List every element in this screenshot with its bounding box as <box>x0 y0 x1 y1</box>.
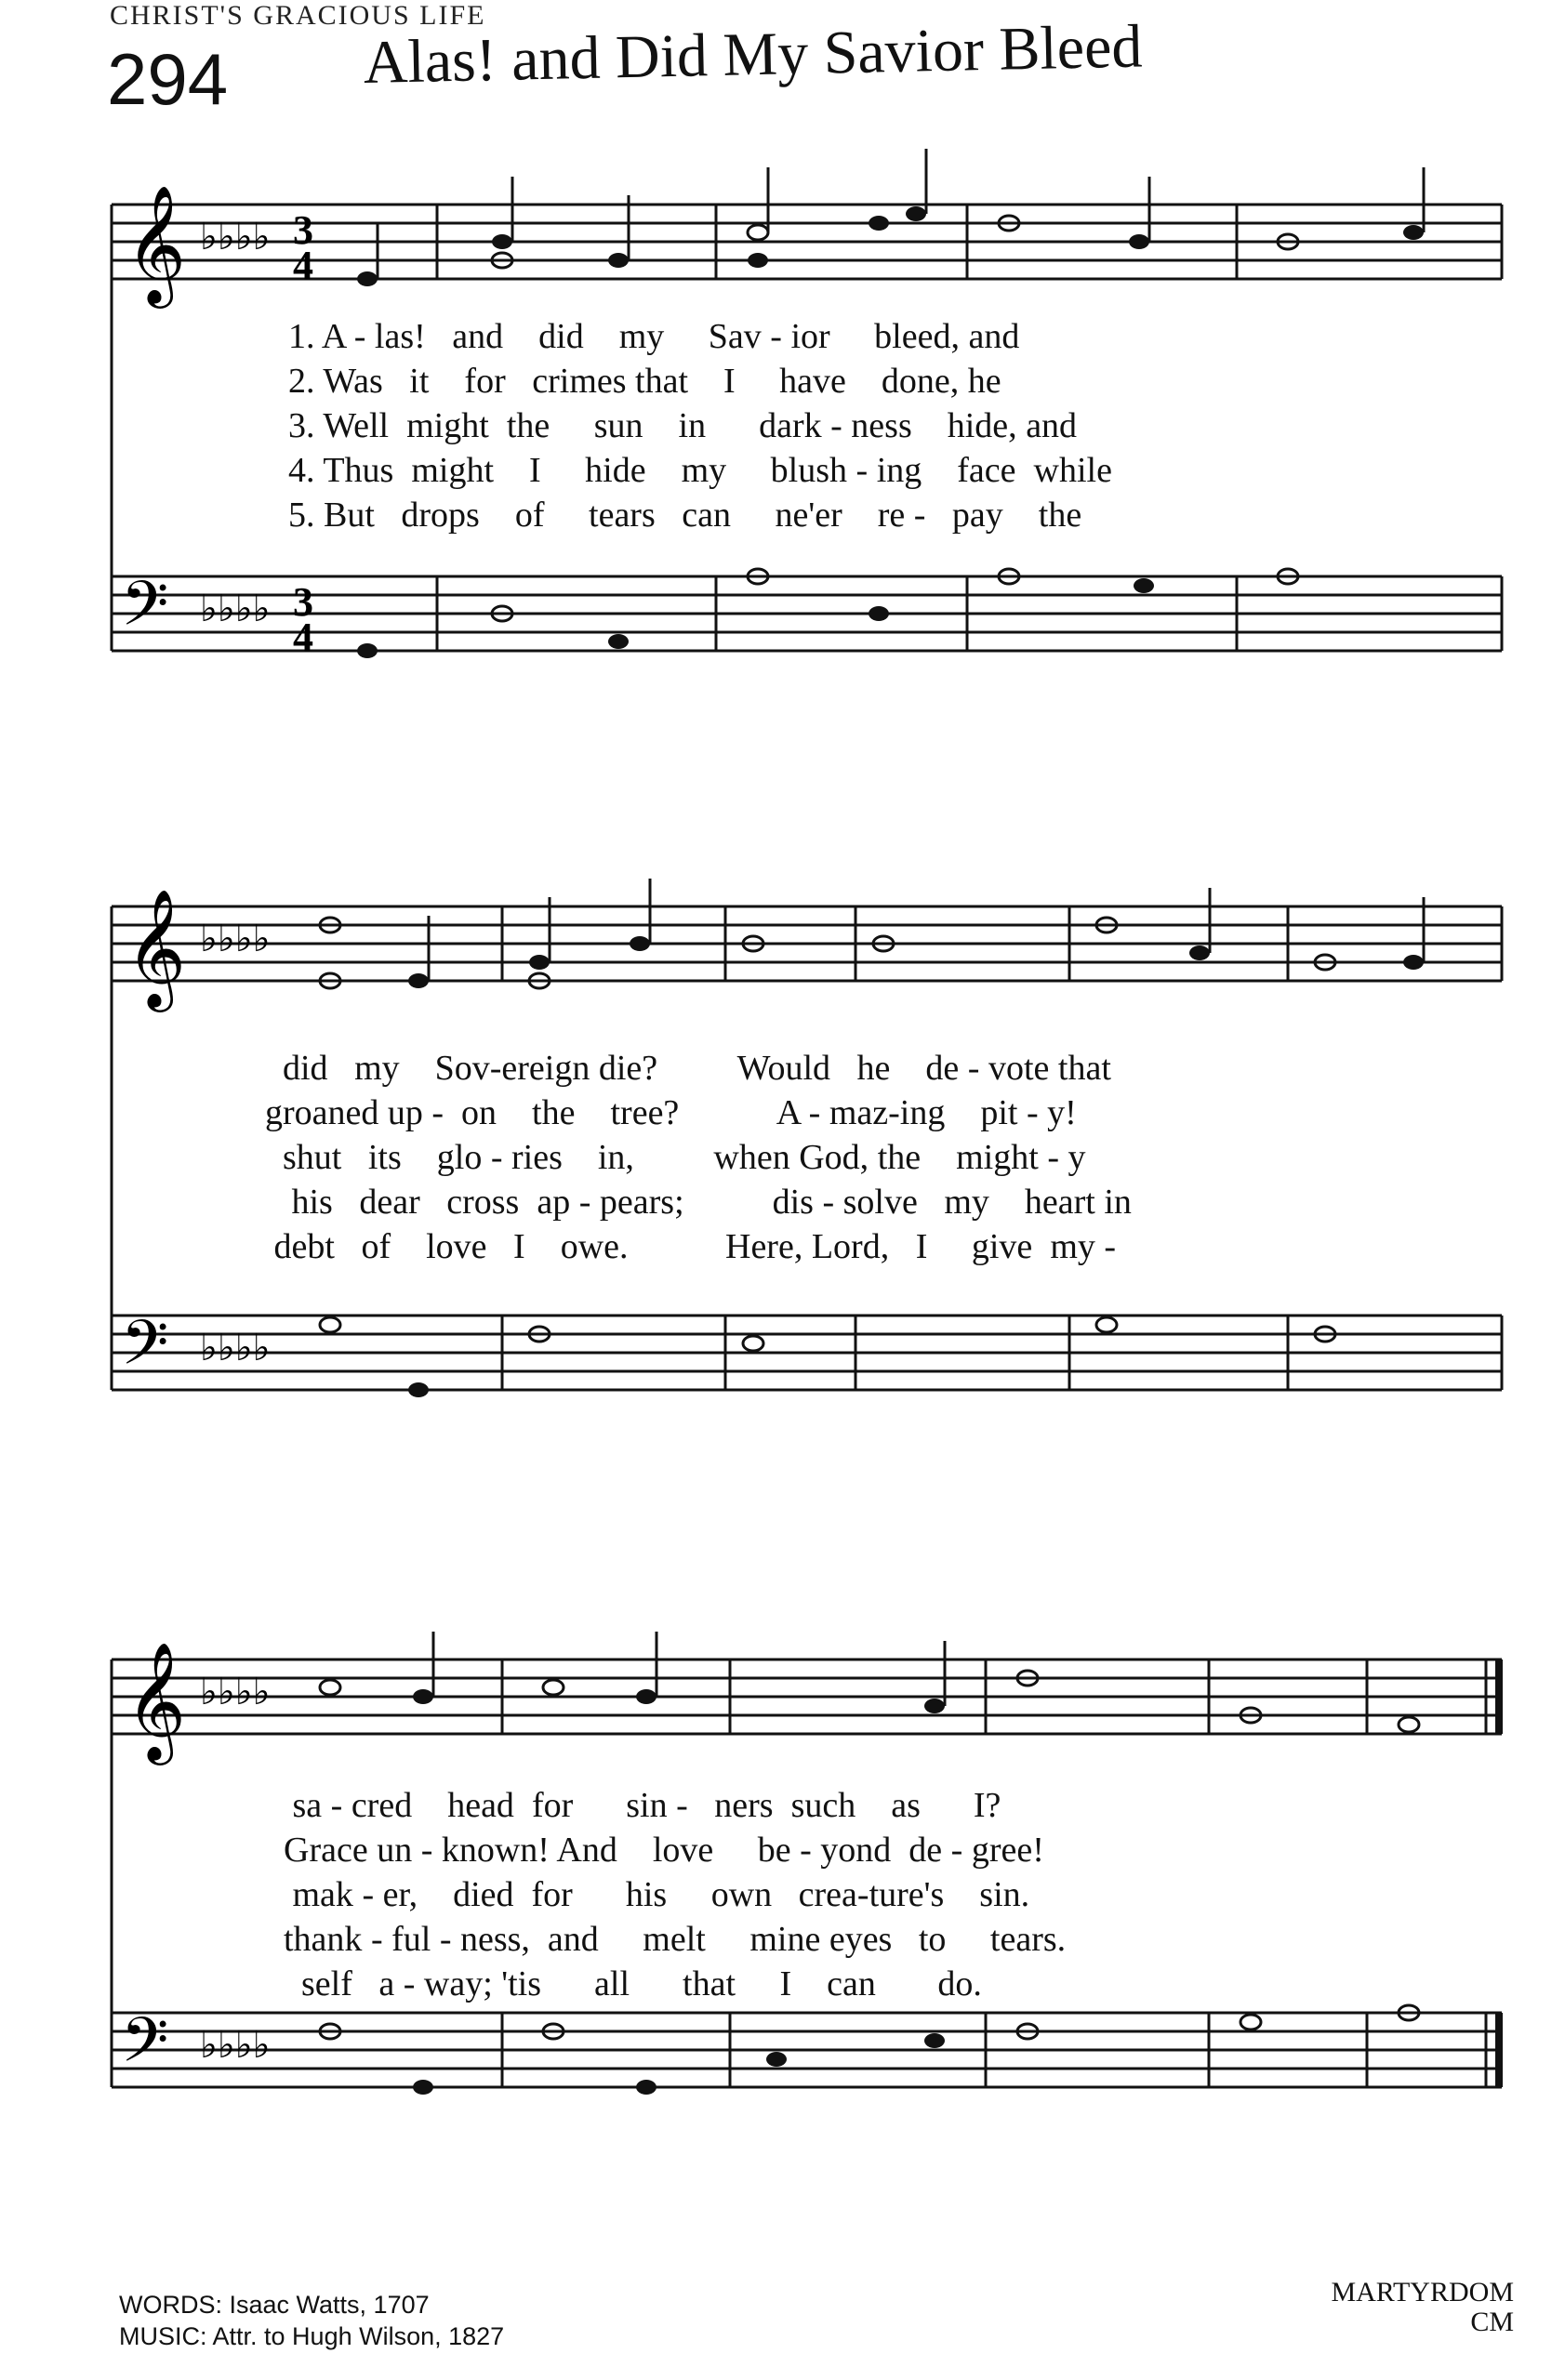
svg-text:♭♭♭♭: ♭♭♭♭ <box>200 1671 271 1713</box>
svg-text:𝄢: 𝄢 <box>121 1307 169 1394</box>
svg-text:♭♭♭♭: ♭♭♭♭ <box>200 588 271 630</box>
svg-text:♭♭♭♭: ♭♭♭♭ <box>200 2024 271 2067</box>
verse-4-line-1: 4. Thus might I hide my blush - ing face while <box>288 451 1112 490</box>
meter: CM <box>1470 2307 1514 2337</box>
words-credit: WORDS: Isaac Watts, 1707 <box>119 2291 430 2319</box>
music-credit: MUSIC: Attr. to Hugh Wilson, 1827 <box>119 2322 505 2350</box>
lyrics-system-3 <box>284 1783 1066 2006</box>
svg-text:4: 4 <box>293 615 313 660</box>
verse-3-line-1: 3. Well might the sun in dark - ness hide, and <box>288 406 1078 445</box>
section-heading: CHRIST'S GRACIOUS LIFE <box>110 0 486 31</box>
verse-5-line-1: 5. But drops of tears can ne'er re - pay the <box>288 496 1082 535</box>
svg-text:𝄢: 𝄢 <box>121 568 169 654</box>
verse-1-line-3: sa - cred head for sin - ners such as I? <box>292 1786 1001 1825</box>
hymn-title: Alas! and Did My Savior Bleed <box>363 12 1144 97</box>
credits <box>119 2289 504 2352</box>
verse-4-line-3: thank - ful - ness, and melt mine eyes to tears. <box>284 1920 1067 1959</box>
svg-text:3: 3 <box>293 579 313 625</box>
verse-5-line-2: debt of love I owe. Here, Lord, I give my - <box>273 1227 1117 1266</box>
verse-2-line-3: Grace un - known! And love be - yond de - gree! <box>284 1831 1044 1870</box>
svg-text:4: 4 <box>293 243 313 288</box>
svg-text:♭♭♭♭: ♭♭♭♭ <box>200 1327 271 1369</box>
verse-2-line-2: groaned up - on the tree? A - maz-ing pit - y! <box>265 1093 1077 1132</box>
hymn-number: 294 <box>107 38 229 120</box>
verse-3-line-3: mak - er, died for his own crea-ture's sin. <box>292 1875 1030 1914</box>
svg-text:♭♭♭♭: ♭♭♭♭ <box>200 918 271 960</box>
svg-text:𝄞: 𝄞 <box>126 1641 187 1760</box>
svg-text:𝄢: 𝄢 <box>121 2004 169 2091</box>
verse-1-line-2: did my Sov-ereign die? Would he de - vote that <box>283 1049 1111 1088</box>
tune-name: MARTYRDOM <box>1331 2277 1514 2307</box>
tune-info <box>1331 2278 1514 2337</box>
lyrics-system-1 <box>288 314 1112 537</box>
svg-text:♭♭♭♭: ♭♭♭♭ <box>200 216 271 258</box>
svg-text:𝄞: 𝄞 <box>126 888 187 1007</box>
verse-2-line-1: 2. Was it for crimes that I have done, he <box>288 362 1001 401</box>
svg-text:𝄞: 𝄞 <box>126 184 187 303</box>
svg-text:3: 3 <box>293 207 313 253</box>
verse-1-line-1: 1. A - las! and did my Sav - ior bleed, and <box>288 317 1020 356</box>
lyrics-system-2 <box>265 1046 1132 1269</box>
verse-4-line-2: his dear cross ap - pears; dis - solve my heart in <box>291 1183 1132 1222</box>
verse-5-line-3: self a - way; 'tis all that I can do. <box>301 1964 982 2003</box>
verse-3-line-2: shut its glo - ries in, when God, the might - y <box>283 1138 1086 1177</box>
